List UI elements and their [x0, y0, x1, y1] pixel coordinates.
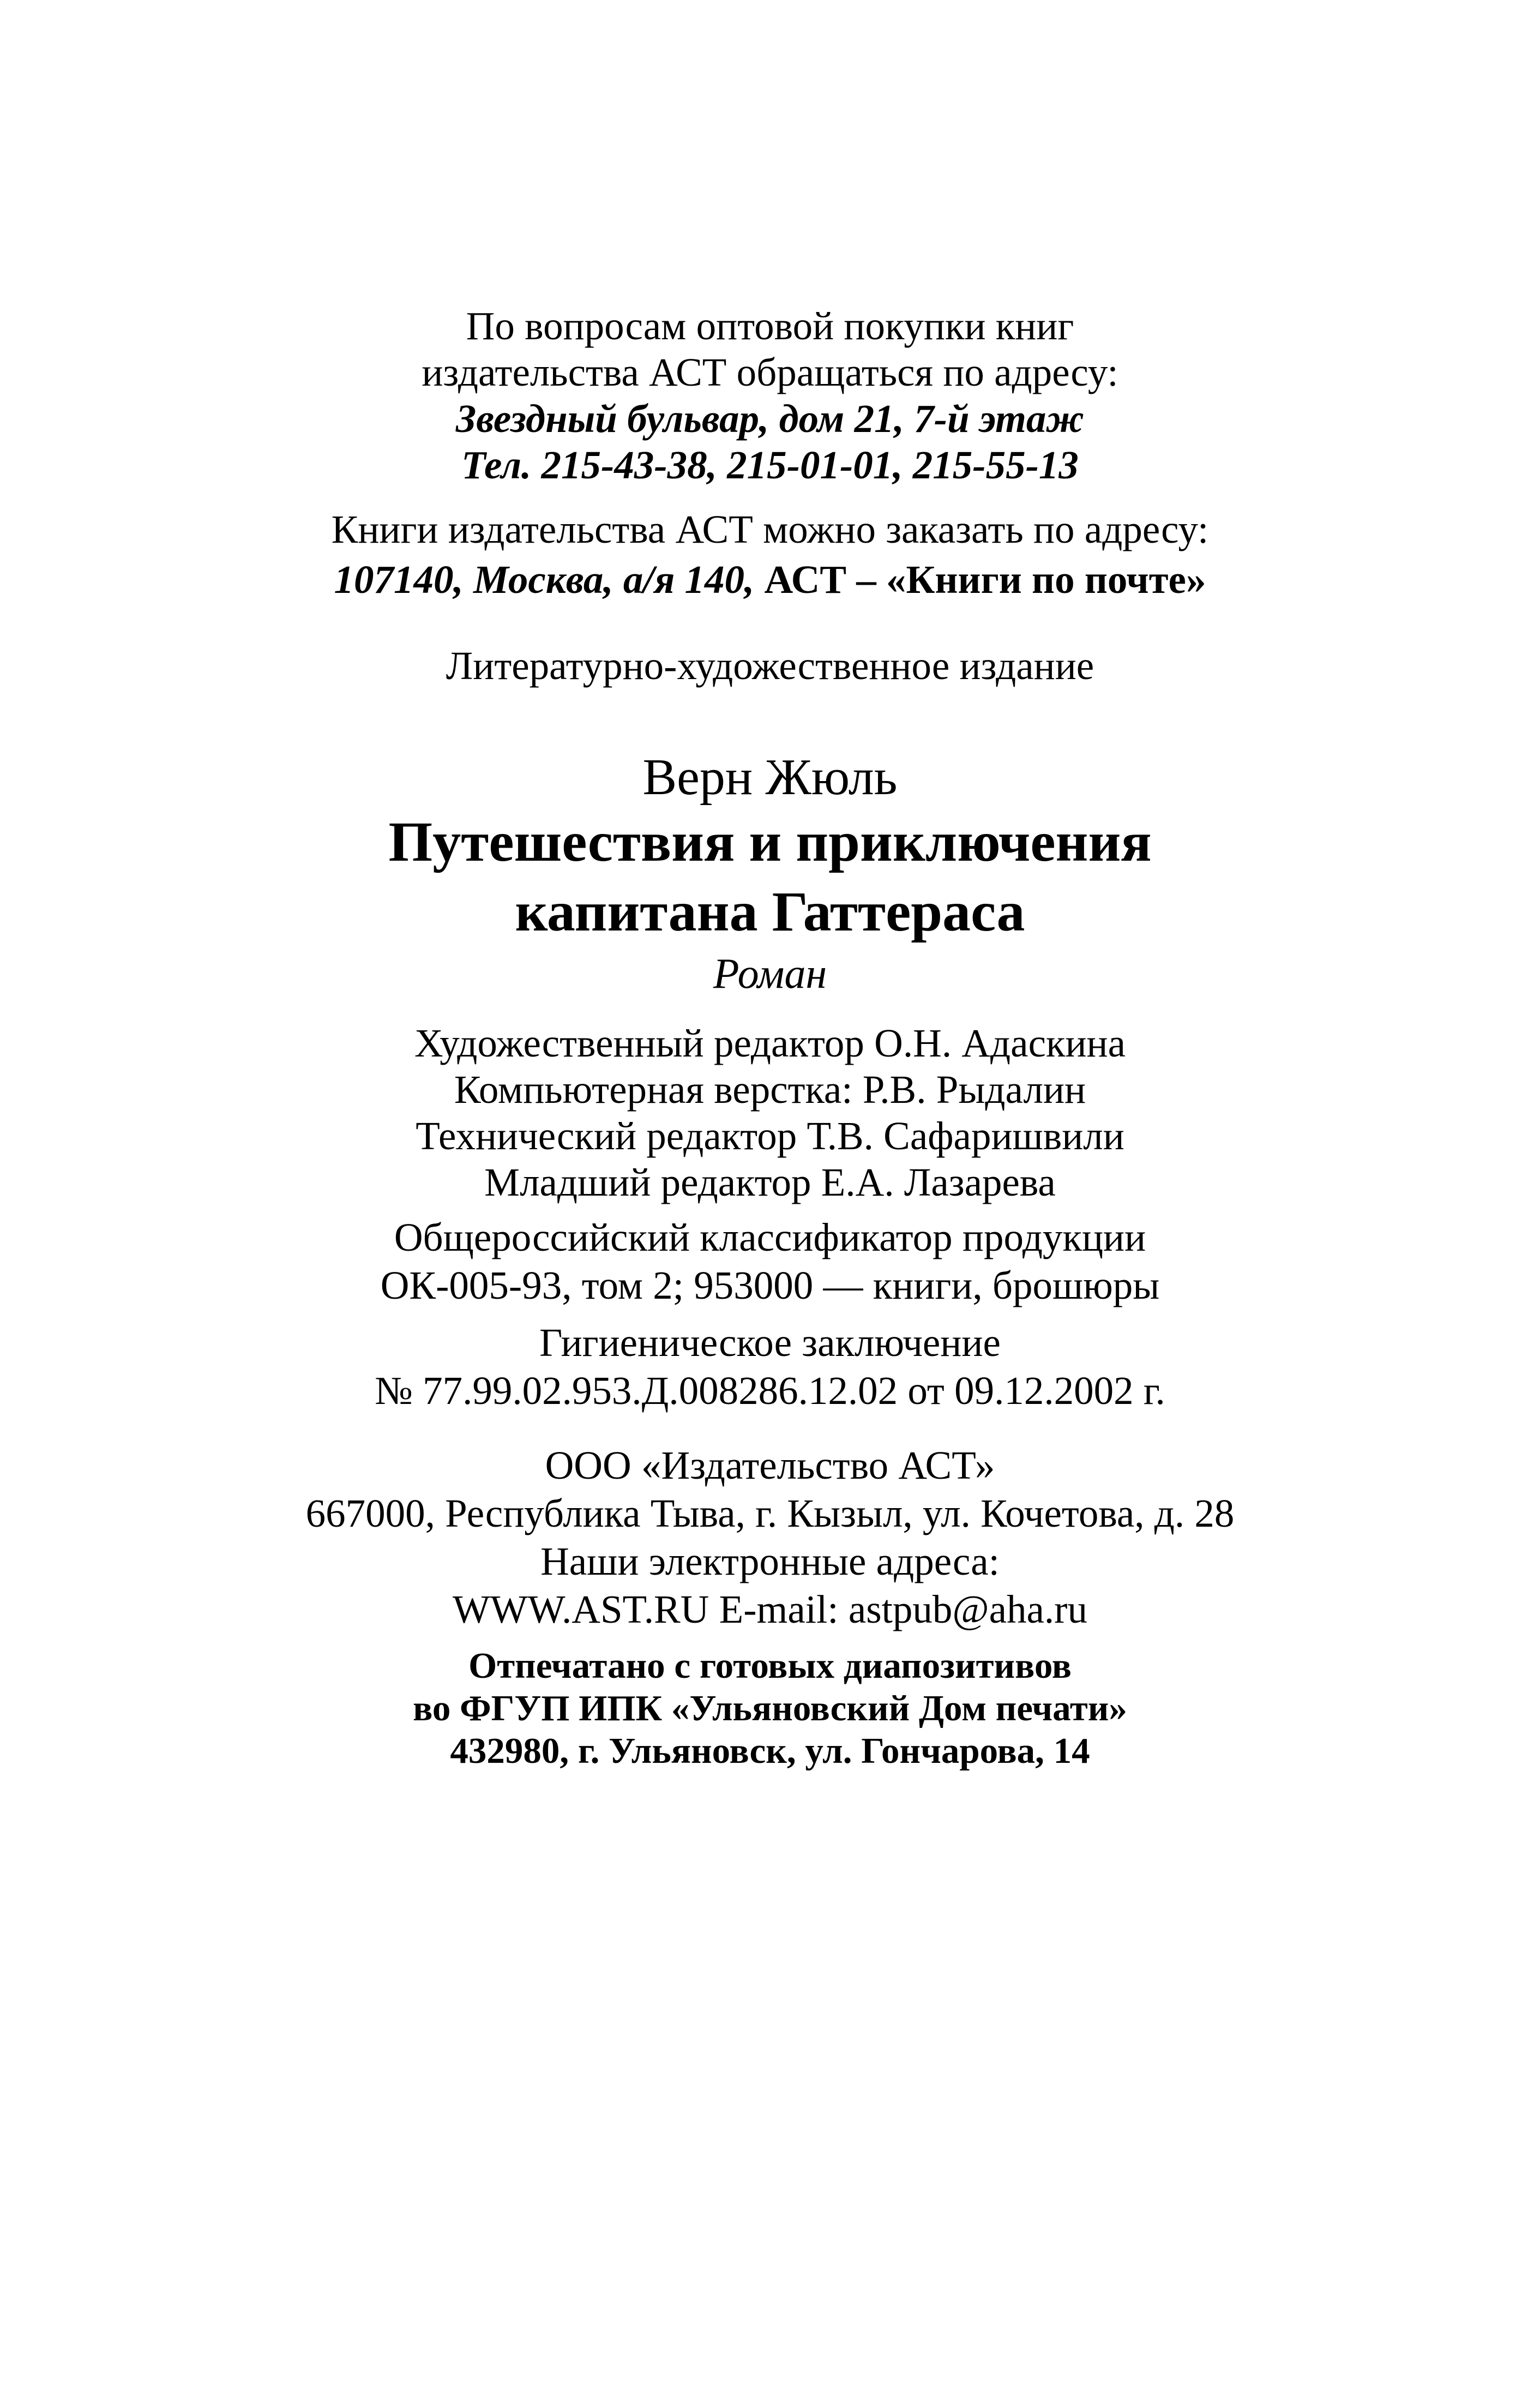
wholesale-address: Звездный бульвар, дом 21, 7-й этаж — [456, 397, 1084, 441]
printer-line-1: Отпечатано с готовых диапозитивов — [468, 1646, 1072, 1686]
wholesale-line-1: По вопросам оптовой покупки книг — [466, 304, 1074, 348]
book-title — [0, 807, 1540, 947]
hygiene-block — [0, 1319, 1540, 1415]
printer-line-3: 432980, г. Ульяновск, ул. Гончарова, 14 — [450, 1731, 1090, 1771]
wholesale-contact-block — [0, 303, 1540, 488]
mail-order-address: 107140, Москва, а/я 140, — [334, 557, 755, 602]
author-name: Верн Жюль — [642, 749, 898, 806]
wholesale-phones: Тел. 215-43-38, 215-01-01, 215-55-13 — [461, 443, 1079, 487]
publisher-web-label: Наши электронные адреса: — [540, 1539, 1000, 1583]
mail-order-address-line — [0, 555, 1540, 605]
mail-order-block — [0, 505, 1540, 605]
credit-junior-editor: Младший редактор Е.А. Лазарева — [484, 1160, 1056, 1204]
credit-layout: Компьютерная верстка: Р.В. Рыдалин — [454, 1067, 1086, 1112]
book-title-line-2: капитана Гаттераса — [515, 880, 1025, 943]
publisher-block — [0, 1442, 1540, 1634]
classifier-line-2: ОК-005-93, том 2; 953000 — книги, брошюры — [380, 1263, 1160, 1307]
book-subtitle: Роман — [713, 950, 827, 997]
credit-tech-editor: Технический редактор Т.В. Сафаришвили — [416, 1114, 1124, 1158]
genre-line: Литературно-художественное издание — [446, 644, 1094, 688]
mail-order-line-1: Книги издательства АСТ можно заказать по адресу: — [331, 507, 1209, 551]
classifier-block — [0, 1214, 1540, 1310]
hygiene-line-1: Гигиеническое заключение — [539, 1320, 1001, 1365]
publisher-address: 667000, Республика Тыва, г. Кызыл, ул. Кочетова, д. 28 — [305, 1491, 1235, 1535]
mail-order-service: АСТ – «Книги по почте» — [764, 557, 1206, 602]
wholesale-line-2: издательства АСТ обращаться по адресу: — [422, 350, 1118, 394]
printer-block — [0, 1644, 1540, 1772]
printer-line-2: во ФГУП ИПК «Ульяновский Дом печати» — [413, 1688, 1127, 1728]
classifier-line-1: Общероссийский классификатор продукции — [394, 1215, 1146, 1259]
publisher-name: ООО «Издательство АСТ» — [545, 1443, 995, 1487]
book-title-line-1: Путешествия и приключения — [388, 811, 1152, 873]
hygiene-line-2: № 77.99.02.953.Д.008286.12.02 от 09.12.2002 г. — [375, 1368, 1165, 1413]
credits-block — [0, 1020, 1540, 1205]
publisher-web: WWW.AST.RU E-mail: astpub@aha.ru — [452, 1587, 1087, 1631]
credit-art-editor: Художественный редактор О.Н. Адаскина — [414, 1021, 1126, 1065]
